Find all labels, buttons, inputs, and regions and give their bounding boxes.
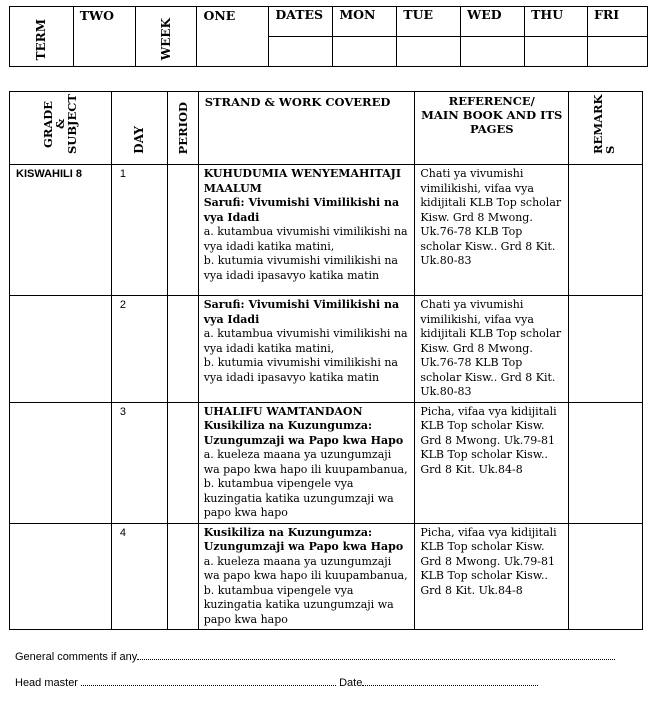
headmaster-line[interactable] — [81, 677, 336, 686]
strand-objective: a. kutambua vivumishi vimilikishi na vya idadi katika matini, — [203, 225, 408, 253]
strand-objective: b. kutambua vipengele vya kuzingatia katika uzungumzaji wa papo kwa hapo — [203, 583, 394, 626]
day-wed: WED — [461, 7, 525, 37]
term-label: TERM — [34, 18, 49, 60]
strand-cell — [198, 165, 415, 296]
col-reference — [415, 92, 569, 165]
day-fri: FRI — [588, 7, 648, 37]
reference-cell: Chati ya vivumishi vimilikishi, vifaa vya kidijitali KLB Top scholar Kisw. Grd 8 Mwong. Uk.76-78 KLB Top scholar Kisw.. Grd 8 Kit. Uk.80-83 — [415, 165, 569, 296]
table-row — [10, 296, 643, 403]
col-day: DAY — [132, 126, 147, 154]
strand-title: UHALIFU WAMTANDAON — [203, 404, 363, 418]
subject-cell: KISWAHILI 8 — [10, 165, 112, 296]
date-line[interactable] — [362, 677, 538, 686]
tue-blank[interactable] — [397, 37, 461, 67]
subject-cell — [10, 523, 112, 630]
col-strand: STRAND & WORK COVERED — [198, 92, 415, 165]
strand-cell — [198, 296, 415, 403]
strand-subtitle: Sarufi: Vivumishi Vimilikishi na vya Idadi — [203, 196, 400, 224]
week-label-cell — [135, 7, 197, 67]
dates-blank[interactable] — [269, 37, 333, 67]
term-label-cell — [10, 7, 74, 67]
col-grade-text: GRADE & SUBJECT — [41, 94, 80, 154]
table-row — [10, 402, 643, 523]
strand-objective: a. kutambua vivumishi vimilikishi na vya idadi katika matini, — [203, 327, 408, 355]
col-period-cell — [167, 92, 198, 165]
strand-objective: b. kutambua vipengele vya kuzingatia katika uzungumzaji wa papo kwa hapo — [203, 477, 394, 519]
strand-objective: a. kueleza maana ya uzungumzaji wa papo kwa hapo ili kuupambanua, — [203, 448, 408, 476]
day-number: 2 — [111, 296, 167, 403]
col-reference-line2: MAIN BOOK AND ITS PAGES — [421, 108, 563, 136]
reference-cell: Picha, vifaa vya kidijitali KLB Top scholar Kisw. Grd 8 Mwong. Uk.79-81 KLB Top scholar Kisw.. Grd 8 Kit. Uk.84-8 — [415, 523, 569, 630]
week-value: ONE — [197, 7, 269, 67]
strand-objective: b. kutumia vivumishi vimilikishi na vya idadi ipasavyo katika matin — [203, 356, 398, 384]
day-tue: TUE — [397, 7, 461, 37]
day-number: 4 — [111, 523, 167, 630]
remarks-cell[interactable] — [569, 165, 643, 296]
col-remarks — [592, 94, 620, 154]
signature-line — [15, 677, 538, 689]
wed-blank[interactable] — [461, 37, 525, 67]
subject-cell — [10, 296, 112, 403]
reference-cell: Chati ya vivumishi vimilikishi, vifaa vya kidijitali KLB Top scholar Kisw. Grd 8 Mwong. Uk.76-78 KLB Top scholar Kisw.. Grd 8 Kit. Uk.80-83 — [415, 296, 569, 403]
strand-objective: a. kueleza maana ya uzungumzaji wa papo kwa hapo ili kuupambanua, — [203, 554, 408, 582]
remarks-cell[interactable] — [569, 523, 643, 630]
col-grade-cell — [10, 92, 112, 165]
period-cell — [167, 523, 198, 630]
strand-cell — [198, 402, 415, 523]
dates-label: DATES — [269, 7, 333, 37]
col-period: PERIOD — [175, 101, 190, 154]
reference-cell: Picha, vifaa vya kidijitali KLB Top scholar Kisw. Grd 8 Mwong. Uk.79-81 KLB Top scholar Kisw.. Grd 8 Kit. Uk.84-8 — [415, 402, 569, 523]
strand-subtitle: Sarufi: Vivumishi Vimilikishi na vya Idadi — [203, 298, 400, 326]
mon-blank[interactable] — [333, 37, 397, 67]
general-comments — [15, 651, 615, 663]
day-mon: MON — [333, 7, 397, 37]
remarks-cell[interactable] — [569, 402, 643, 523]
period-cell — [167, 402, 198, 523]
strand-objective: b. kutumia vivumishi vimilikishi na vya idadi ipasavyo katika matin — [203, 254, 398, 282]
period-cell — [167, 165, 198, 296]
col-remarks-cell — [569, 92, 643, 165]
strand-cell — [198, 523, 415, 630]
day-number: 1 — [111, 165, 167, 296]
week-label: WEEK — [159, 17, 174, 60]
col-remarks-text: REMARKS — [590, 94, 617, 154]
fri-blank[interactable] — [588, 37, 648, 67]
day-thu: THU — [525, 7, 588, 37]
term-value: TWO — [73, 7, 135, 67]
remarks-cell[interactable] — [569, 296, 643, 403]
date-label: Date — [339, 677, 363, 689]
col-day-cell — [111, 92, 167, 165]
period-cell — [167, 296, 198, 403]
table-row — [10, 523, 643, 630]
thu-blank[interactable] — [525, 37, 588, 67]
comments-line[interactable] — [137, 651, 615, 660]
table-header-row — [10, 92, 643, 165]
col-grade-subject — [42, 94, 78, 154]
header-table — [9, 6, 648, 67]
strand-subtitle: Kusikiliza na Kuzungumza: Uzungumzaji wa Papo kwa Hapo — [203, 419, 404, 447]
headmaster-label: Head master — [15, 677, 78, 689]
comments-label: General comments if any — [15, 651, 138, 663]
strand-title: KUHUDUMIA WENYEMAHITAJI MAALUM — [203, 167, 401, 195]
col-reference-line1: REFERENCE/ — [448, 94, 535, 108]
lesson-plan-table — [9, 91, 643, 630]
day-number: 3 — [111, 402, 167, 523]
subject-cell — [10, 402, 112, 523]
strand-subtitle: Kusikiliza na Kuzungumza: Uzungumzaji wa Papo kwa Hapo — [203, 525, 404, 553]
table-row — [10, 165, 643, 296]
